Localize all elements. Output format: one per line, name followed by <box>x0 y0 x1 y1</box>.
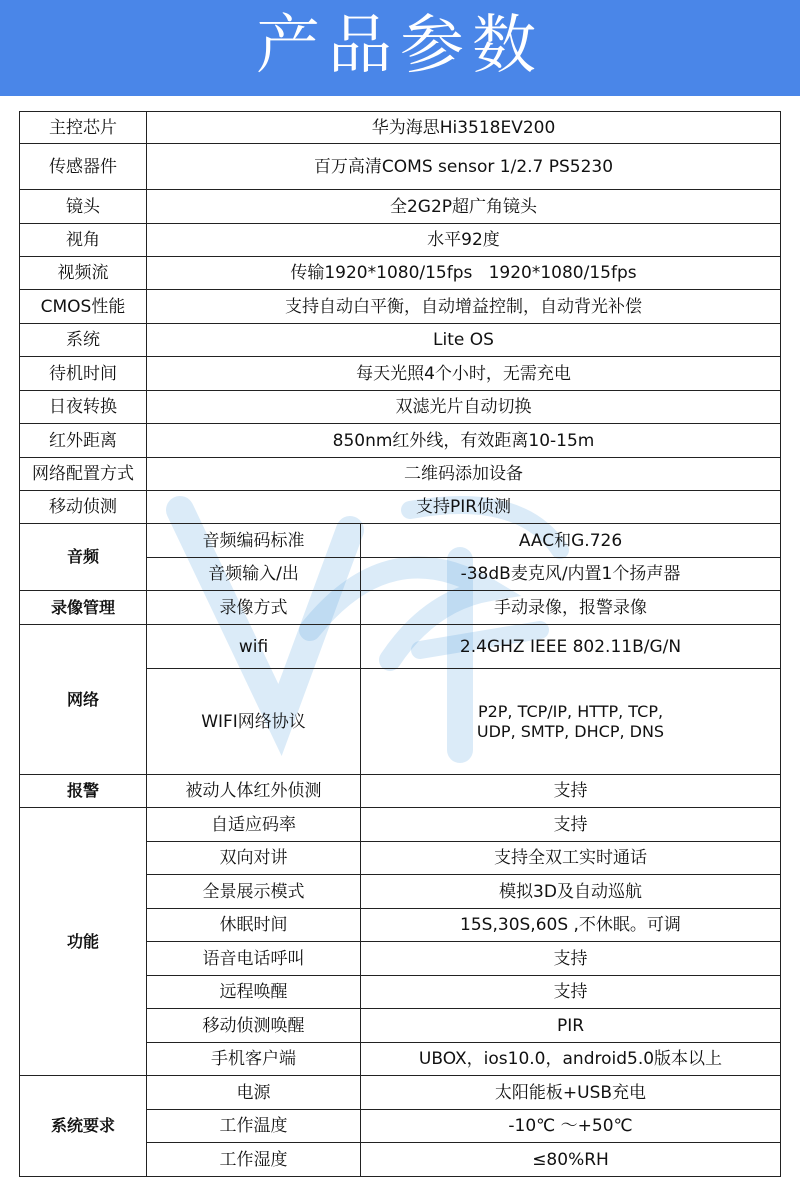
spec-label: 待机时间 <box>20 357 147 391</box>
spec-value: 全2G2P超广角镜头 <box>147 190 781 224</box>
category-network: 网络 <box>20 625 147 775</box>
table-row <box>20 112 781 144</box>
spec-label: 日夜转换 <box>20 391 147 424</box>
spec-value: AAC和G.726 <box>361 524 781 558</box>
spec-label: 视频流 <box>20 257 147 290</box>
spec-label: 主控芯片 <box>20 112 147 144</box>
spec-label: 工作湿度 <box>147 1143 361 1177</box>
spec-value: PIR <box>361 1009 781 1043</box>
protocol-line: UDP, SMTP, DHCP, DNS <box>476 721 665 741</box>
spec-value: UBOX，ios10.0，android5.0版本以上 <box>361 1043 781 1076</box>
spec-label: 镜头 <box>20 190 147 224</box>
spec-value: 太阳能板+USB充电 <box>361 1076 781 1110</box>
spec-label: 移动侦测唤醒 <box>147 1009 361 1043</box>
spec-value: 传输1920*1080/15fps 1920*1080/15fps <box>147 257 781 290</box>
spec-label: 红外距离 <box>20 424 147 458</box>
spec-label: 视角 <box>20 224 147 257</box>
spec-label: 电源 <box>147 1076 361 1110</box>
table-row <box>20 257 781 290</box>
spec-label: 移动侦测 <box>20 491 147 524</box>
table-row <box>20 144 781 190</box>
category-system-requirements: 系统要求 <box>20 1076 147 1177</box>
spec-value <box>361 669 781 775</box>
spec-value: 支持 <box>361 775 781 808</box>
table-row <box>20 357 781 391</box>
page-title: 产品参数 <box>256 9 544 83</box>
table-row <box>20 524 781 558</box>
spec-label: 录像方式 <box>147 591 361 625</box>
spec-value: 支持自动白平衡，自动增益控制，自动背光补偿 <box>147 290 781 324</box>
spec-value: 支持全双工实时通话 <box>361 842 781 875</box>
table-row <box>20 808 781 842</box>
spec-value: -10℃ ～+50℃ <box>361 1110 781 1143</box>
spec-value: 百万高清COMS sensor 1/2.7 PS5230 <box>147 144 781 190</box>
spec-value: 水平92度 <box>147 224 781 257</box>
table-row <box>20 1076 781 1110</box>
category-function: 功能 <box>20 808 147 1076</box>
spec-label: 音频输入/出 <box>147 558 361 591</box>
spec-label: 工作温度 <box>147 1110 361 1143</box>
header-banner <box>0 0 800 96</box>
spec-value: Lite OS <box>147 324 781 357</box>
table-row <box>20 224 781 257</box>
spec-value: 支持 <box>361 942 781 976</box>
spec-label: 远程唤醒 <box>147 976 361 1009</box>
category-alarm: 报警 <box>20 775 147 808</box>
spec-label: 手机客户端 <box>147 1043 361 1076</box>
category-recording: 录像管理 <box>20 591 147 625</box>
table-row <box>20 625 781 669</box>
table-row <box>20 491 781 524</box>
spec-value: 模拟3D及自动巡航 <box>361 875 781 909</box>
spec-label: 音频编码标准 <box>147 524 361 558</box>
spec-value: ≤80%RH <box>361 1143 781 1177</box>
spec-label: 语音电话呼叫 <box>147 942 361 976</box>
table-row <box>20 391 781 424</box>
table-row <box>20 591 781 625</box>
spec-value: 每天光照4个小时，无需充电 <box>147 357 781 391</box>
spec-value: 支持 <box>361 976 781 1009</box>
spec-label: 全景展示模式 <box>147 875 361 909</box>
spec-value: -38dB麦克风/内置1个扬声器 <box>361 558 781 591</box>
table-row <box>20 324 781 357</box>
table-row <box>20 290 781 324</box>
table-row <box>20 775 781 808</box>
spec-label: 传感器件 <box>20 144 147 190</box>
spec-label: 被动人体红外侦测 <box>147 775 361 808</box>
spec-label: 双向对讲 <box>147 842 361 875</box>
spec-value: 二维码添加设备 <box>147 458 781 491</box>
spec-label: 休眠时间 <box>147 909 361 942</box>
spec-label: wifi <box>147 625 361 669</box>
spec-label: WIFI网络协议 <box>147 669 361 775</box>
spec-value: 华为海思Hi3518EV200 <box>147 112 781 144</box>
protocol-line: P2P, TCP/IP, HTTP, TCP, <box>477 701 664 721</box>
table-row <box>20 424 781 458</box>
spec-label: 系统 <box>20 324 147 357</box>
spec-label: 自适应码率 <box>147 808 361 842</box>
spec-value: 支持 <box>361 808 781 842</box>
table-row <box>20 458 781 491</box>
category-audio: 音频 <box>20 524 147 591</box>
spec-label: CMOS性能 <box>20 290 147 324</box>
spec-value: 手动录像，报警录像 <box>361 591 781 625</box>
table-row <box>20 190 781 224</box>
spec-value: 15S,30S,60S ,不休眠。可调 <box>361 909 781 942</box>
spec-label: 网络配置方式 <box>20 458 147 491</box>
spec-table <box>19 111 781 1177</box>
spec-value: 双滤光片自动切换 <box>147 391 781 424</box>
spec-value: 2.4GHZ IEEE 802.11B/G/N <box>361 625 781 669</box>
spec-value: 支持PIR侦测 <box>147 491 781 524</box>
spec-value: 850nm红外线，有效距离10-15m <box>147 424 781 458</box>
